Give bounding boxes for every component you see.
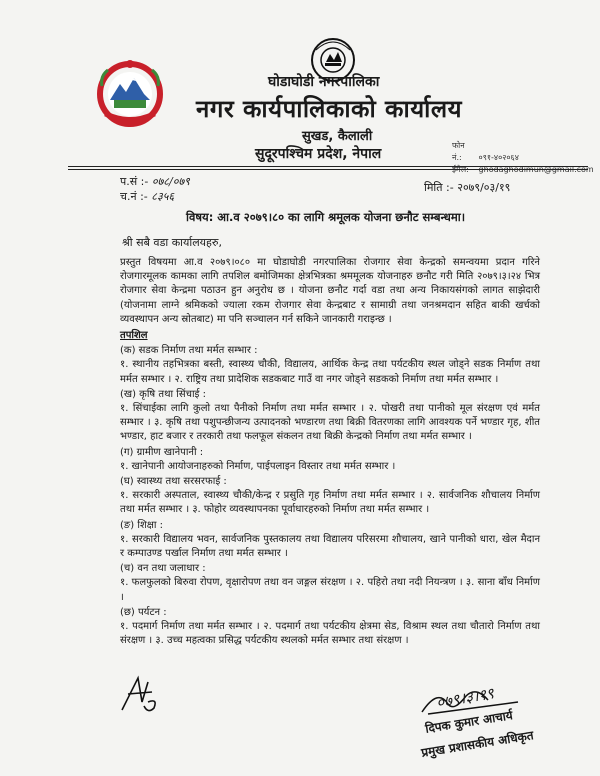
email-label: ईमेल: xyxy=(452,165,469,174)
cn-line xyxy=(120,189,190,204)
date-label: मिति :- xyxy=(424,181,454,194)
schedule-heading: तपशिल xyxy=(120,330,148,342)
cn-label: च.नं :- xyxy=(120,190,148,203)
category-items: १. सरकारी अस्पताल, स्वास्थ्य चौकी/केन्द्र र प्रसुति गृह निर्माण तथा मर्मत सम्भार । २. सार्वजनिक शौचालय निर्माण तथा मर्मत सम्भार । ३. फोहोर व्यवस्थापनका पूर्वाधारहरुको निर्माण तथा मर्मत सम्भार । xyxy=(120,490,540,516)
category-items: १. खानेपानी आयोजनाहरुको निर्माण, पाईपलाइन विस्तार तथा मर्मत सम्भार । xyxy=(120,460,396,472)
municipality-name: घोडाघोडी नगरपालिका xyxy=(268,74,380,90)
category-items: १. स्थानीय तहभित्रका बस्ती, स्वास्थ्य चौकी, विद्यालय, आर्थिक केन्द्र तथा पर्यटकीय स्थल जोड्ने सडक निर्माण तथा मर्मत सम्भार । २. राष्ट्रिय तथा प्रादेशिक सडकबाट गाउँ वा नगर जोड्ने सडकको निर्माण तथा मर्मत सम्भार । xyxy=(120,359,540,385)
signature-date: ०७९।३।१९ xyxy=(434,684,496,712)
intro-paragraph: प्रस्तुत विषयमा आ.व २०७९।०८० मा घोडाघोडी नगरपालिका रोजगार सेवा केन्द्रको समन्वयमा प्रदान गरिने रोजगारमूलक कामका लागि तपशिल बमोजिमका क्षेत्रभित्रका श्रममूलक योजनाहरु छनौट गरी मिति २०७९।३।२४ भित्र रोजगार सेवा केन्द्रमा पठाउन हुन अनुरोध छ । योजना छनौट गर्दा वडा तथा अन्य निकायसंगको लागत साझेदारी (योजनामा लाग्ने श्रमिकको ज्याला रकम रोजगार सेवा केन्द्रबाट र सामाग्री तथा जनश्रमदान सहित बाकी खर्चको व्यवस्थापन अन्य स्रोतबाट) मा पनि सञ्चालन गर्न सकिने जानकारी गराइन्छ । xyxy=(120,257,540,325)
ps-line xyxy=(120,174,190,189)
category-items: १. सिंचाईका लागि कुलो तथा पैनीको निर्माण तथा मर्मत सम्भार । २. पोखरी तथा पानीको मूल संरक्षण एवं मर्मत सम्भार । ३. कृषि तथा पशुपन्छीजन्य उत्पादनको भण्डारण तथा बिक्री वितरणका लागि आवश्यक पर्ने भण्डार गृह, शीत भण्डार, हाट बजार र तरकारी तथा फलफूल संकलन तथा बिक्री केन्द्रको निर्माण तथा मर्मत सम्भार । xyxy=(120,403,540,443)
category-title: (ख) कृषि तथा सिंचाई : xyxy=(120,388,206,400)
category-title: (घ) स्वास्थ्य तथा सरसरफाई : xyxy=(120,476,227,488)
category-title: (ङ) शिक्षा : xyxy=(120,519,164,531)
header-rule-thin xyxy=(68,169,588,170)
date-value: २०७९/०३/१९ xyxy=(457,181,511,194)
category-title: (च) वन तथा जलाधार : xyxy=(120,563,206,575)
header-rule xyxy=(68,166,588,167)
category-items: १. पदमार्ग निर्माण तथा मर्मत सम्भार । २. पदमार्ग तथा पर्यटकीय क्षेत्रमा सेड, विश्राम स्थल तथा चौतारो निर्माण तथा संरक्षण । ३. उच्च महत्वका प्रसिद्ध पर्यटकीय स्थलको मर्मत सम्भार तथा संरक्षण । xyxy=(120,621,540,647)
contact-block xyxy=(452,140,594,176)
office-title: नगर कार्यपालिकाको कार्यालय xyxy=(196,95,463,123)
initials-signature xyxy=(118,672,164,716)
province-line: सुदूरपश्चिम प्रदेश, नेपाल xyxy=(255,146,382,162)
category-title: (क) सडक निर्माण तथा मर्मत सम्भार : xyxy=(120,345,258,357)
salutation: श्री सबै वडा कार्यालयहरु, xyxy=(122,236,222,249)
category-title: (छ) पर्यटन : xyxy=(120,606,167,618)
date-line xyxy=(424,180,510,195)
category-items: १. फलफुलको बिरुवा रोपण, वृक्षारोपण तथा वन जङ्गल संरक्षण । २. पहिरो तथा नदी नियन्त्रण । ३. साना बाँध निर्माण । xyxy=(120,577,540,603)
phone-value: ०९१-४०२०६४ xyxy=(478,153,519,162)
phone-label: फोन नं.: xyxy=(452,141,465,162)
letter-body xyxy=(120,256,540,648)
signatory-title: प्रमुख प्रशासकीय अधिकृत xyxy=(420,728,535,760)
office-address: सुखड, कैलाली xyxy=(302,129,373,144)
ps-value: ०७८/०७९ xyxy=(151,175,190,188)
ps-label: प.सं :- xyxy=(120,175,149,188)
phone-line xyxy=(452,140,594,164)
subject-line: विषय: आ.व २०७९।८० का लागि श्रमूलक योजना छनौट सम्बन्धमा। xyxy=(186,210,466,224)
email-value: ghodaghodimun@gmail.com xyxy=(478,165,594,174)
reference-block xyxy=(120,174,190,204)
signatory-name: दिपक कुमार आचार्य xyxy=(424,708,514,736)
nepal-emblem-logo xyxy=(96,56,164,128)
cn-value: ८३५६ xyxy=(151,190,175,203)
category-title: (ग) ग्रामीण खानेपानी : xyxy=(120,446,204,458)
category-items: १. सरकारी विद्यालय भवन, सार्वजनिक पुस्तकालय तथा विद्यालय परिसरमा शौचालय, खाने पानीको धारा, खेल मैदान र कम्पाउण्ड पर्खाल निर्माण तथा मर्मत सम्भार । xyxy=(120,533,540,560)
